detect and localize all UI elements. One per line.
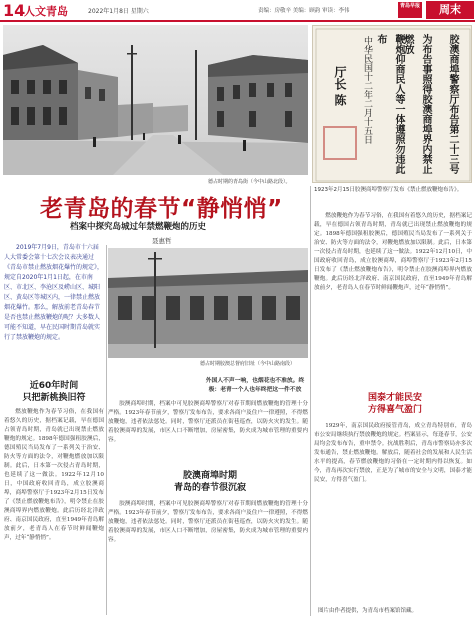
proclamation-document: [312, 25, 472, 183]
section-1-heading: 近60年时间 只把新桃换旧符: [22, 381, 86, 403]
page-header: [0, 0, 475, 22]
shop-photo-caption: 德占时期胶澳总督府旧址（今中山路南段）: [200, 361, 296, 367]
pull-quote: 外国人不声一响，也烟花也不准放。终极：老青一个人也年终把这一件不放: [205, 378, 305, 393]
document-col-1: 胶澳商埠警察厅布告第二十三号: [447, 34, 458, 174]
official-seal: [323, 126, 357, 160]
issue-date: 2022年1月8日 星期六: [88, 8, 149, 15]
section-1-text: 燃放鞭炮作为春节习俗，在我国有着悠久的历史，据档案记载，早在德国占领青岛时期，青岛就已出现禁止燃放鞭炮的规定。1898年德国强租胶澳后，德国殖民当局发布了一系列关于治安、防火等方面的法令，对鞭炮燃放加以限制。此后，日本第一次侵占青岛时期，也延续了这一做法。1922年12月10日，中国政府收回青岛，成立胶澳商埠，商埠警察厅于1923年2月15日发布了《禁止燃放鞭炮布告》，明令禁止在胶澳商埠界内燃放鞭炮。此后历经北洋政府、南京国民政府，直至1949年青岛解放前夕，老青岛人在春节时鲜闻鞭炮声，过年“静悄悄”。: [4, 409, 104, 541]
right-column-intro: 燃放鞭炮作为春节习俗，在我国有着悠久的历史，据档案记载，早在德国占领青岛时期，青岛就已出现禁止燃放鞭炮的规定。1898年德国强租胶澳后，德国殖民当局发布了一系列关于治安、防火等方面的法令，对鞭炮燃放加以限制。此后，日本第一次侵占青岛时期，也延续了这一做法。1922年12月10日，中国政府收回青岛，成立胶澳商埠，商埠警察厅于1923年2月15日发布了《禁止燃放鞭炮布告》，明令禁止在胶澳商埠界内燃放鞭炮。此后历经北洋政府、南京国民政府，直至1949年青岛解放前夕，老青岛人在春节时鲜闻鞭炮声，过年“静悄悄”。: [314, 213, 472, 291]
section-2-heading: 胶澳商埠时期 青岛的春节很沉寂: [173, 471, 246, 493]
document-col-3: 鞭炮仰商民人等一体遵照勿违此布: [375, 34, 404, 174]
newspaper-logo: 青岛早报: [398, 2, 422, 18]
column-name: 周末: [426, 1, 474, 19]
document-col-2: 为布告事照得胶澳商埠界内禁止燃放: [402, 34, 431, 174]
editors-line: 责编：房敬辛 美编：顾韵 审读：李伟: [258, 8, 350, 14]
column-divider: [106, 245, 107, 615]
article-byline: 聂惠哲: [152, 237, 172, 245]
document-col-5: 厅长 陈: [333, 66, 347, 107]
article-title: 老青岛的春节“静悄悄”: [40, 196, 283, 222]
street-photo-caption: 德占时期的青岛街（今中山路北段）。: [208, 179, 291, 185]
section-name: 人文青岛: [24, 5, 68, 18]
section-2-text: 胶澳商埠时期，档案中可见胶澳商埠警察厅对春节期间燃放鞭炮的管理十分严格。1923年春节前夕，警察厅发布布告，要求各商户及住户一律遵照，不得燃放鞭炮，违者依法惩处。同时，警察厅还派员在街巷巡查，以防火灾的发生。随着胶澳商埠的发展，市区人口不断增加，房屋密集，防火成为城市管理的重要内容。: [108, 501, 308, 543]
street-photo: [3, 25, 308, 175]
article-subtitle: 档案中探究岛城过年禁燃鞭炮的历史: [70, 222, 207, 232]
document-col-4: 中华民国十二年二月十五日: [362, 36, 372, 144]
photo-credit: 图片由作者提供，为青岛市档案馆馆藏。: [318, 608, 418, 614]
section-3-heading: 国泰才能民安 方得喜气盈门: [367, 393, 422, 415]
article-lead: 2019年7月9日，青岛市十六届人大常委会第十七次会议表决通过《青岛市禁止燃放烟花爆竹的规定》，规定自2020年1月1日起，在市南区、市北区、李沧区及崂山区、城阳区、黄岛区等城区内，一律禁止燃放烟花爆竹。那么，解放前老青岛春节是否也禁止燃放鞭炮的呢？大多数人可能不知道，早在民国时期青岛就实行了禁放鞭炮的规定。: [4, 244, 104, 341]
document-caption: 1923年2月15日胶澳商埠警察厅发布《禁止燃放鞭炮布告》。: [314, 187, 463, 193]
page-number: 14: [3, 1, 26, 20]
section-3-text: 1929年，南京国民政府接管青岛，成立青岛特别市，青岛市公安局继续执行禁放鞭炮的规定。档案显示，每逢春节，公安局均会发布布告，重申禁令。抗战胜利后，青岛市警察局亦多次发布通告，禁止燃放鞭炮。解放后，随着社会的发展和人民生活水平的提高，春节燃放鞭炮的习俗在一定时期内得以恢复。如今，青岛再次实行禁放，正是为了城市的安全与文明，国泰才能民安，方得喜气盈门。: [314, 423, 472, 483]
section-2-intro: 胶澳商埠时期，档案中可见胶澳商埠警察厅对春节期间燃放鞭炮的管理十分严格。1923年春节前夕，警察厅发布布告，要求各商户及住户一律遵照，不得燃放鞭炮，违者依法惩处。同时，警察厅还派员在街巷巡查，以防火灾的发生。随着胶澳商埠的发展，市区人口不断增加，房屋密集，防火成为城市管理的重要内容。: [108, 401, 308, 443]
shop-photo: [108, 248, 308, 358]
column-divider: [310, 186, 311, 616]
